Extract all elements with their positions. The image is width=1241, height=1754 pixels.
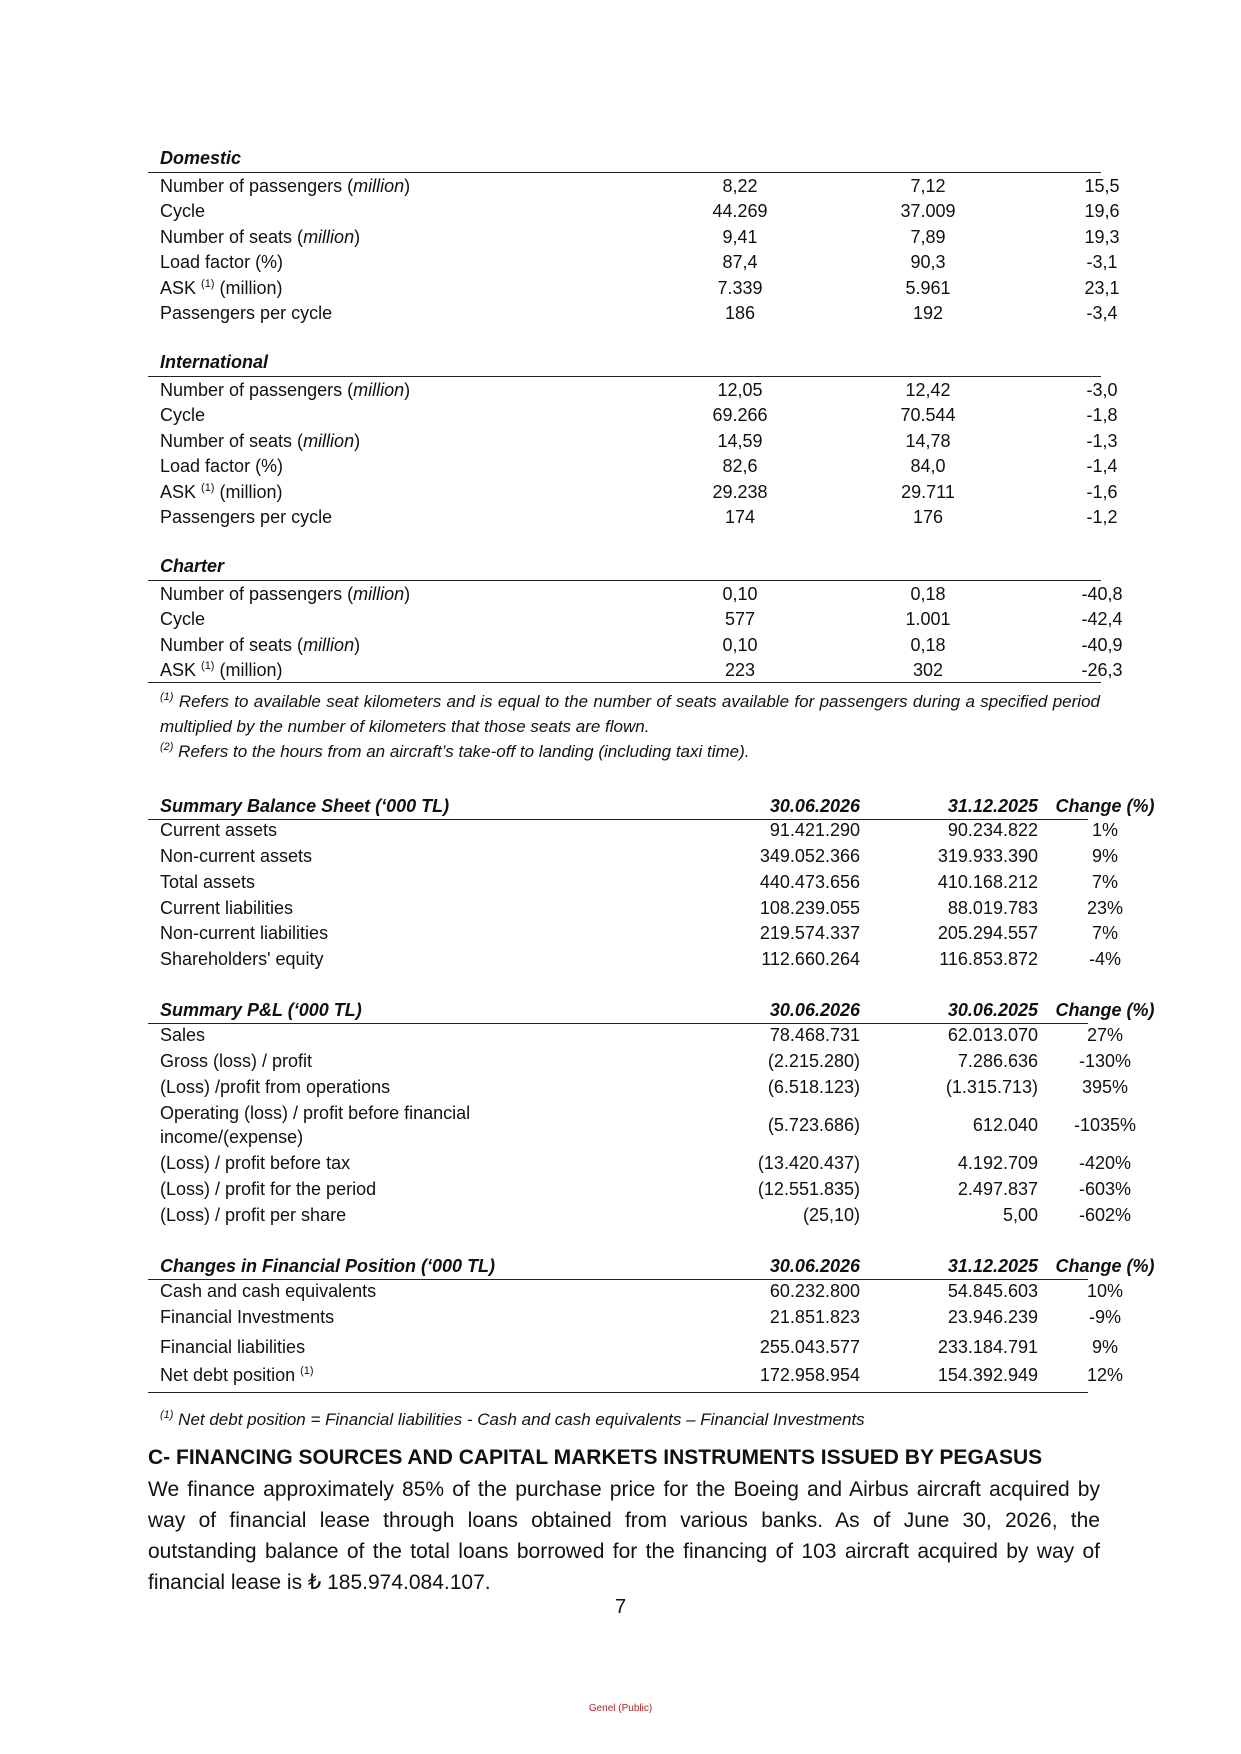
cell-value: 12,05	[717, 380, 763, 400]
table-row	[160, 480, 1118, 504]
row-label: Cycle	[160, 405, 206, 426]
cell-value: 410.168.212	[937, 872, 1038, 892]
row-label: Number of passengers (million)	[160, 380, 411, 400]
cell-value: 78.468.731	[769, 1025, 860, 1045]
row-label: Cycle	[160, 201, 206, 222]
cell-value: 9,41	[722, 226, 758, 247]
cell-value: 62.013.070	[947, 1025, 1038, 1045]
header-period-2: 30.06.2025	[947, 1000, 1038, 1020]
cell-value: 90.234.822	[947, 820, 1038, 840]
header-change: Change (%)	[1055, 1256, 1155, 1276]
table-row	[160, 276, 1120, 300]
cell-value: 577	[724, 609, 756, 630]
table-row	[160, 250, 1118, 274]
table-row	[160, 1203, 1132, 1227]
cell-value: 302	[912, 660, 944, 681]
row-label: Shareholders' equity	[160, 949, 324, 969]
cell-value: -420%	[1078, 1153, 1132, 1173]
header-label: Changes in Financial Position (‘000 TL)	[160, 1256, 496, 1276]
cell-value: 14,59	[717, 430, 763, 451]
table-row	[160, 1177, 1132, 1201]
table-row	[160, 818, 1118, 842]
row-label: Non-current liabilities	[160, 923, 329, 943]
row-label: ASK $^{(1)}$ (million)	[160, 277, 283, 298]
cell-value: 8,22	[722, 176, 758, 196]
row-label: Load factor (%)	[160, 456, 284, 477]
cell-value: 154.392.949	[937, 1365, 1038, 1385]
cell-value: (13.420.437)	[757, 1153, 860, 1173]
table-bottom-rule	[148, 1392, 1088, 1393]
cell-value: 1.001	[905, 609, 951, 630]
cell-value: 7,12	[910, 176, 946, 196]
row-label: Non-current assets	[160, 846, 313, 866]
cell-value: 9%	[1091, 1337, 1118, 1357]
row-label: Number of seats (million)	[160, 634, 361, 655]
table-row	[160, 301, 1118, 325]
cell-value: 12%	[1086, 1365, 1124, 1385]
cell-value: 349.052.366	[759, 846, 860, 866]
cell-value: -3,4	[1086, 303, 1118, 323]
cell-value: 223	[724, 660, 756, 681]
table-row	[160, 1151, 1132, 1175]
row-label: Operating (loss) / profit before financial income/(expense)	[160, 1103, 471, 1147]
table-row	[160, 454, 1118, 478]
table-row	[160, 1279, 1124, 1303]
cell-value: (12.551.835)	[757, 1179, 860, 1199]
cell-value: 12,42	[905, 380, 951, 400]
cell-value: 4.192.709	[957, 1153, 1038, 1173]
row-label: Gross (loss) / profit	[160, 1051, 313, 1071]
cell-value: 1%	[1091, 820, 1118, 840]
table-row	[160, 1363, 1124, 1387]
table-row	[160, 225, 1120, 249]
header-period-1: 30.06.2026	[769, 1256, 860, 1276]
row-label: Passengers per cycle	[160, 507, 333, 527]
section-rule	[148, 580, 1101, 581]
cell-value: 5.961	[905, 277, 951, 298]
cell-value: -40,9	[1081, 634, 1123, 655]
cell-value: 88.019.783	[947, 898, 1038, 918]
cell-value: -40,8	[1081, 584, 1123, 604]
cell-value: 255.043.577	[759, 1337, 860, 1357]
section-title-domestic: Domestic	[160, 148, 242, 168]
cell-value: 23.946.239	[947, 1307, 1038, 1327]
cell-value: -26,3	[1081, 660, 1123, 681]
cell-value: 37.009	[900, 201, 956, 222]
table-row	[160, 1023, 1124, 1047]
row-label: ASK $^{(1)}$ (million)	[160, 660, 283, 681]
row-label: (Loss) / profit per share	[160, 1205, 347, 1225]
cell-value: 84,0	[910, 456, 946, 477]
cell-value: 7%	[1091, 923, 1118, 943]
table-row	[160, 658, 1123, 682]
footnote-net-debt: $^{(1)}$ Net debt position = Financial liabilities - Cash and cash equivalents – Financial Investments	[160, 1409, 865, 1429]
header-label: Summary Balance Sheet (‘000 TL)	[160, 796, 450, 816]
cell-value: 15,5	[1084, 176, 1120, 196]
cell-value: 440.473.656	[759, 872, 860, 892]
row-label: Current liabilities	[160, 898, 294, 918]
table-row	[160, 870, 1118, 894]
table-row	[160, 199, 1120, 223]
cell-value: 9%	[1091, 846, 1118, 866]
cell-value: 219.574.337	[759, 923, 860, 943]
cell-value: 27%	[1086, 1025, 1124, 1045]
cell-value: 7%	[1091, 872, 1118, 892]
charter-bottom-rule	[148, 682, 1101, 683]
cell-value: 23%	[1086, 898, 1124, 918]
section-c-heading: C- FINANCING SOURCES AND CAPITAL MARKETS INSTRUMENTS ISSUED BY PEGASUS	[148, 1446, 1043, 1469]
table-row	[160, 607, 1123, 631]
cell-value: 2.497.837	[957, 1179, 1038, 1199]
cell-value: 7,89	[910, 226, 946, 247]
cell-value: 29.711	[901, 481, 955, 502]
row-label: Cycle	[160, 609, 206, 630]
table-row	[160, 505, 1118, 529]
cell-value: (25,10)	[802, 1205, 860, 1225]
cell-value: -1,3	[1086, 430, 1118, 451]
header-label: Summary P&L (‘000 TL)	[160, 1000, 362, 1020]
table-row	[160, 1049, 1132, 1073]
cell-value: -3,0	[1086, 380, 1118, 400]
cell-value: -602%	[1078, 1205, 1132, 1225]
cell-value: 0,18	[910, 634, 946, 655]
cell-value: 186	[724, 303, 756, 323]
cell-value: 0,10	[722, 634, 758, 655]
cell-value: 108.239.055	[759, 898, 860, 918]
cell-value: -1,6	[1086, 481, 1118, 502]
cell-value: 21.851.823	[769, 1307, 860, 1327]
cell-value: 90,3	[910, 252, 946, 273]
cell-value: -603%	[1078, 1179, 1132, 1199]
cell-value: 176	[912, 507, 944, 527]
cell-value: 112.660.264	[761, 949, 860, 969]
table-row	[160, 921, 1118, 945]
row-label: (Loss) / profit before tax	[160, 1153, 351, 1173]
row-label: Financial Investments	[160, 1307, 335, 1327]
table-header-row	[160, 794, 1155, 818]
page-footer: Genel (Public)	[588, 1703, 653, 1714]
table-row	[160, 429, 1118, 453]
cell-value: 19,6	[1084, 201, 1120, 222]
row-label: (Loss) /profit from operations	[160, 1077, 391, 1097]
row-label: Passengers per cycle	[160, 303, 333, 323]
table-row	[160, 1075, 1129, 1099]
row-label: (Loss) / profit for the period	[160, 1179, 377, 1199]
cell-value: 192	[912, 303, 944, 323]
section-c-paragraph: We finance approximately 85% of the purchase price for the Boeing and Airbus aircraft acquired by way of financial lease through loans obtained from various banks. As of June 30, 2026, the outstanding balance of the total loans borrowed for the financing of 103 aircraft acquired by way of financial lease is ₺ 185.974.084.107.	[148, 1478, 1100, 1594]
cell-value: 233.184.791	[937, 1337, 1038, 1357]
cell-value: -1,4	[1086, 456, 1118, 477]
cell-value: -4%	[1088, 949, 1121, 969]
cell-value: -1,2	[1086, 507, 1118, 527]
table-row	[160, 582, 1123, 606]
table-header-row	[160, 998, 1155, 1022]
cell-value: 44.269	[712, 201, 768, 222]
row-label: Financial liabilities	[160, 1337, 306, 1357]
row-label: Cash and cash equivalents	[160, 1281, 377, 1301]
cell-value: -3,1	[1086, 252, 1118, 273]
cell-value: -1035%	[1073, 1115, 1137, 1135]
section-rule	[148, 376, 1101, 377]
header-period-1: 30.06.2026	[769, 1000, 860, 1020]
cell-value: -1,8	[1086, 405, 1118, 426]
table-row	[160, 1335, 1118, 1359]
cell-value: 23,1	[1084, 277, 1120, 298]
row-label: Number of passengers (million)	[160, 584, 411, 604]
cell-value: 29.238	[712, 481, 768, 502]
table-row	[160, 947, 1121, 971]
cell-value: (2.215.280)	[767, 1051, 860, 1071]
table-header-row	[160, 1254, 1155, 1278]
cell-value: 174	[724, 507, 756, 527]
cell-value: -130%	[1078, 1051, 1132, 1071]
cell-value: 395%	[1081, 1077, 1129, 1097]
cell-value: 10%	[1086, 1281, 1124, 1301]
cell-value: 5,00	[1002, 1205, 1038, 1225]
cell-value: 54.845.603	[947, 1281, 1038, 1301]
cell-value: 205.294.557	[937, 923, 1038, 943]
header-change: Change (%)	[1055, 796, 1155, 816]
cell-value: 116.853.872	[939, 949, 1038, 969]
cell-value: 612.040	[972, 1115, 1038, 1135]
cell-value: 19,3	[1084, 226, 1120, 247]
section-title-international: International	[160, 352, 269, 372]
cell-value: 70.544	[900, 405, 956, 426]
section-rule	[148, 172, 1101, 173]
table-row	[160, 174, 1120, 198]
footnote-ask: $^{(1)}$ Refers to available seat kilometers and is equal to the number of seats available for passengers during a specified period multiplied by the number of kilometers that those seats are flown.	[160, 691, 1100, 736]
row-label: Net debt position $^{(1)}$	[160, 1365, 314, 1385]
row-label: Number of seats (million)	[160, 430, 361, 451]
cell-value: (6.518.123)	[767, 1077, 860, 1097]
section-title-charter: Charter	[160, 556, 225, 576]
row-label: Number of seats (million)	[160, 226, 361, 247]
cell-value: 319.933.390	[937, 846, 1038, 866]
cell-value: 7.286.636	[957, 1051, 1038, 1071]
table-row	[160, 1305, 1121, 1329]
header-period-2: 31.12.2025	[947, 1256, 1038, 1276]
cell-value: 7.339	[717, 277, 763, 298]
page-number: 7	[614, 1596, 627, 1618]
table-row	[160, 633, 1123, 657]
row-label: Sales	[160, 1025, 206, 1045]
cell-value: 0,10	[722, 584, 758, 604]
footnote-block-hours: $^{(2)}$ Refers to the hours from an aircraft’s take-off to landing (including taxi time).	[160, 741, 750, 761]
table-row	[160, 1103, 1137, 1147]
header-change: Change (%)	[1055, 1000, 1155, 1020]
cell-value: 69.266	[712, 405, 768, 426]
row-label: Load factor (%)	[160, 252, 284, 273]
header-period-1: 30.06.2026	[769, 796, 860, 816]
cell-value: 82,6	[722, 456, 758, 477]
row-label: ASK $^{(1)}$ (million)	[160, 481, 283, 502]
cell-value: -42,4	[1081, 609, 1123, 630]
cell-value: 91.421.290	[769, 820, 860, 840]
table-row	[160, 403, 1118, 427]
row-label: Current assets	[160, 820, 278, 840]
table-row	[160, 896, 1124, 920]
table-row	[160, 844, 1118, 868]
header-period-2: 31.12.2025	[947, 796, 1038, 816]
row-label: Total assets	[160, 872, 256, 892]
cell-value: 172.958.954	[759, 1365, 860, 1385]
cell-value: (1.315.713)	[945, 1077, 1038, 1097]
table-row	[160, 378, 1118, 402]
cell-value: 60.232.800	[769, 1281, 860, 1301]
row-label: Number of passengers (million)	[160, 176, 411, 196]
cell-value: 0,18	[910, 584, 946, 604]
cell-value: 87,4	[722, 252, 758, 273]
cell-value: (5.723.686)	[767, 1115, 860, 1135]
cell-value: 14,78	[905, 430, 951, 451]
cell-value: -9%	[1088, 1307, 1121, 1327]
